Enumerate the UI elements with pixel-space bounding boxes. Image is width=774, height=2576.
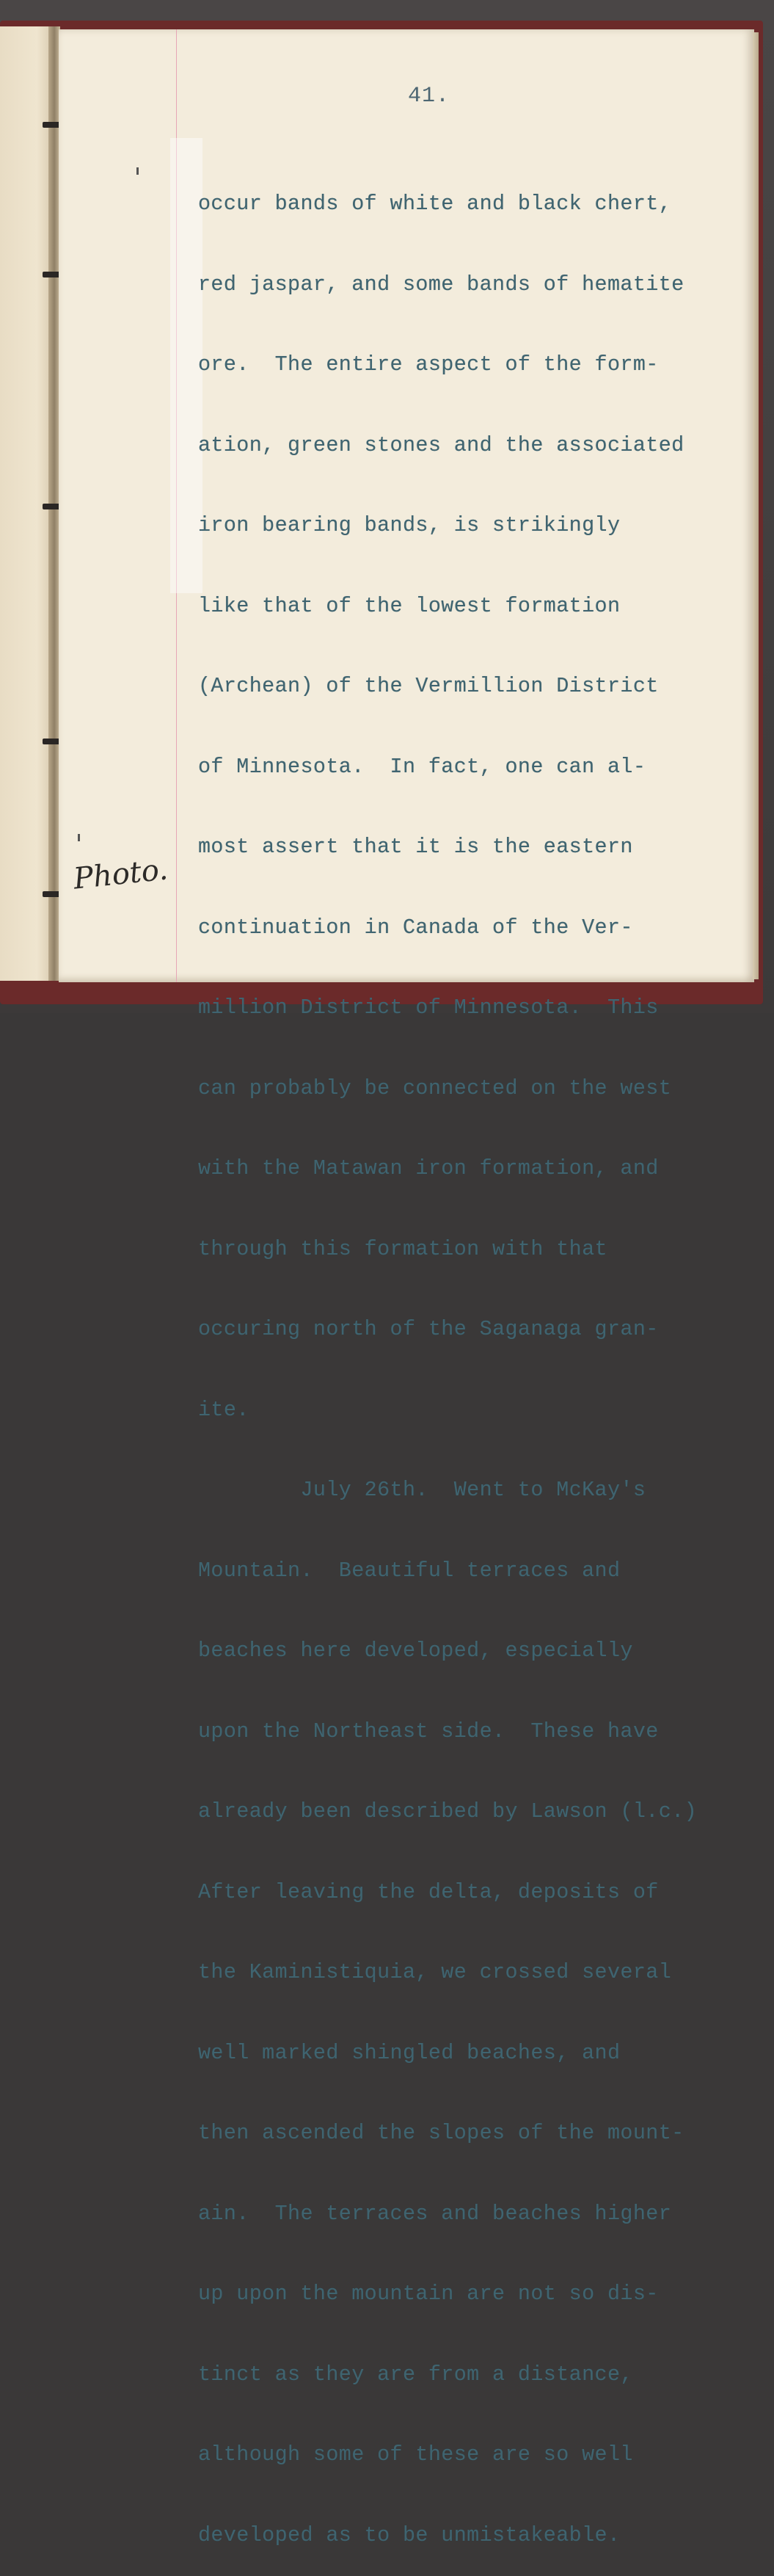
text-line: with the Matawan iron formation, and	[198, 1156, 659, 1180]
page-number: 41.	[408, 84, 450, 109]
handwritten-margin-note: Photo.	[71, 852, 169, 896]
text-line: ain. The terraces and beaches higher	[198, 2201, 672, 2226]
text-line: Mountain. Beautiful terraces and	[198, 1558, 621, 1583]
text-line: the Kaministiquia, we crossed several	[198, 1960, 672, 1984]
text-line: ore. The entire aspect of the form-	[198, 352, 659, 377]
typed-text-body	[198, 137, 741, 2576]
text-line: most assert that it is the eastern	[198, 835, 633, 859]
text-line: iron bearing bands, is strikingly	[198, 513, 621, 537]
text-line: through this formation with that	[198, 1236, 607, 1261]
text-line: continuation in Canada of the Ver-	[198, 915, 633, 940]
text-line: red jaspar, and some bands of hematite	[198, 272, 684, 297]
text-line: already been described by Lawson (l.c.)	[198, 1799, 698, 1824]
text-line: developed as to be unmistakeable.	[198, 2522, 621, 2547]
page-edge	[753, 32, 759, 979]
margin-mark	[78, 834, 80, 841]
text-line: then ascended the slopes of the mount-	[198, 2121, 684, 2145]
text-line: upon the Northeast side. These have	[198, 1719, 659, 1744]
text-line: tinct as they are from a distance,	[198, 2362, 633, 2387]
text-line: After leaving the delta, deposits of	[198, 1879, 659, 1904]
text-line: ation, green stones and the associated	[198, 432, 684, 457]
text-line: (Archean) of the Vermillion District	[198, 674, 659, 698]
text-line: occur bands of white and black chert,	[198, 192, 672, 216]
text-line: well marked shingled beaches, and	[198, 2040, 621, 2065]
text-line: million District of Minnesota. This	[198, 995, 659, 1020]
text-line: can probably be connected on the west	[198, 1075, 672, 1100]
text-line: July 26th. Went to McKay's	[198, 1478, 646, 1502]
text-line: of Minnesota. In fact, one can al-	[198, 754, 646, 779]
text-line: beaches here developed, especially	[198, 1639, 633, 1663]
margin-mark	[136, 167, 139, 175]
text-line: although some of these are so well	[198, 2442, 633, 2467]
text-line: occuring north of the Saganaga gran-	[198, 1317, 659, 1341]
text-line: like that of the lowest formation	[198, 593, 621, 618]
text-line: up upon the mountain are not so dis-	[198, 2282, 659, 2306]
text-line: ite.	[198, 1397, 249, 1422]
